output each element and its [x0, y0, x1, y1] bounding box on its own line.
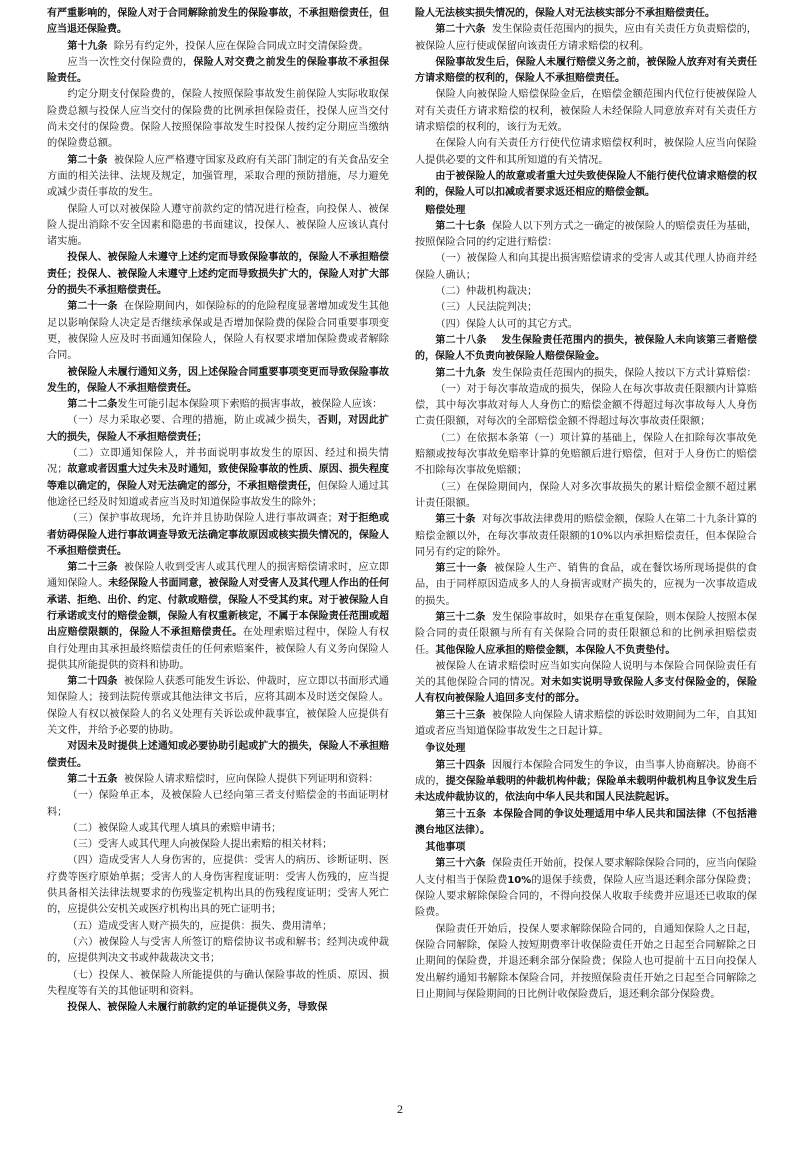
clause-paragraph — [47, 39, 389, 55]
bold-text: 第三十条 — [435, 514, 476, 526]
body-text: 在保险期间内，如保险标的的危险程度显著增加或发生其他足以影响保险人决定是否继续承保或是否增加保险费的保险合同重要事项变更，被保险人应及时书面通知保险人，保险人有权要求增加保险费或者解除合同。 — [47, 301, 389, 362]
bold-text: 本保险合同的争议处理适用中华人民共和国法律（不包括港澳台地区法律）。 — [415, 808, 758, 836]
body-text: 保险人以下列方式之一确定的被保险人的赔偿责任为基础，按照保险合同的约定进行赔偿： — [415, 220, 757, 249]
clause-paragraph — [415, 431, 757, 480]
body-text: 在保险人向有关责任方行使代位请求赔偿权利时，被保险人应当向保险人提供必要的文件和其所知道的有关情况。 — [415, 138, 757, 166]
body-text: 在处理索赔过程中，保险人有权自行处理由其承担最终赔偿责任的任何索赔案件，被保险人有义务向保险人提供其所能提供的资料和协助。 — [47, 627, 390, 671]
bold-text: 争议处理 — [425, 743, 466, 755]
bold-text: 第三十四条 — [435, 759, 486, 771]
clause-paragraph — [415, 659, 757, 708]
clause-paragraph — [415, 300, 757, 316]
body-text: 被保险人获悉可能发生诉讼、仲裁时，应立即以书面形式通知保险人；接到法院传票或其他法律文书后，应将其副本及时送交保险人。保险人有权以被保险人的名义处理有关诉讼或仲裁事宜，被保险人应提供有关文件，并给予必要的协助。 — [47, 676, 389, 737]
body-text: 应当一次性交付保险费的， — [67, 56, 194, 68]
clause-paragraph — [415, 856, 757, 921]
clause-paragraph — [415, 610, 757, 659]
body-text: 对每次事故法律费用的赔偿金额，保险人在第二十九条计算的赔偿金额以外，在每次事故责任限额的10%以内承担赔偿责任，但本保险合同另有约定的除外。 — [415, 514, 757, 558]
clause-paragraph — [47, 837, 389, 853]
bold-text: 10% — [507, 874, 532, 886]
clause-paragraph — [47, 413, 389, 446]
bold-text: 险人无法核实损失情况的，保险人对无法核实部分不承担赔偿责任。 — [415, 8, 715, 19]
body-text: 发生保险责任范围内的损失，应由有关责任方负责赔偿的，被保险人应行使或保留向该责任方请求赔偿的权利。 — [415, 24, 757, 52]
body-text: （一）保险单正本，及被保险人已经向第三者支付赔偿金的书面证明材料； — [47, 790, 389, 818]
bold-text: 否则，对因此扩大的损失，保险人不承担赔偿责任； — [47, 415, 390, 443]
bold-text: 第二十四条 — [67, 676, 118, 688]
bold-text: 第二十五条 — [67, 773, 118, 785]
body-text: （二）在依据本条第（一）项计算的基础上，保险人在扣除每次事故免赔额或按每次事故免赔率计算的免赔额后进行赔偿，但对于人身伤亡的赔偿不扣除每次事故免赔额； — [415, 432, 757, 477]
clause-paragraph — [47, 739, 389, 772]
clause-paragraph — [415, 480, 757, 513]
clause-paragraph — [47, 1000, 389, 1016]
clause-paragraph — [47, 968, 389, 1001]
bold-text: 故意或者因重大过失未及时通知，致使保险事故的性质、原因、损失程度等难以确定的，保险人对无法确定的部分，不承担赔偿责任， — [47, 464, 390, 492]
bold-text: 赔偿处理 — [425, 204, 466, 216]
bold-text: 对因未及时提供上述通知或必要协助引起或扩大的损失，保险人不承担赔偿责任。 — [47, 741, 389, 769]
bold-text: 第十九条 — [67, 40, 108, 52]
clause-paragraph — [47, 6, 389, 39]
body-text: （七）投保人、被保险人所能提供的与确认保险事故的性质、原因、损失程度等有关的其他证明和资料。 — [47, 969, 389, 997]
bold-text: 第三十五条 — [435, 808, 487, 820]
body-text: 的退保手续费，保险人应当退还剩余部分保险费；保险人要求解除保险合同的，不得向投保人收取手续费并应退还已收取的保险费。 — [415, 874, 758, 919]
clause-paragraph — [415, 87, 757, 136]
clause-paragraph — [415, 561, 757, 610]
bold-text: 未经保险人书面同意，被保险人对受害人及其代理人作出的任何承诺、拒绝、出价、约定、付款或赔偿，保险人不受其约束。对于被保险人自行承诺或支付的赔偿金额，保险人有权重新核定，不属于本保险责任范围或超出应赔偿限额的，保险人不承担赔偿责任。 — [47, 578, 390, 639]
clause-paragraph — [415, 251, 757, 284]
body-text: （一）被保险人和向其提出损害赔偿请求的受害人或其代理人协商并经保险人确认； — [415, 253, 757, 281]
right-column — [415, 6, 757, 1003]
clause-paragraph — [415, 382, 757, 431]
body-text: 因履行本保险合同发生的争议，由当事人协商解决。协商不成的， — [415, 759, 757, 787]
body-text: 被保险人生产、销售的食品，或在餐饮场所现场提供的食品，由于同样原因造成多人的人身损害或财产损失的，应视为一次事故造成的损失。 — [415, 563, 757, 607]
bold-text: 第二十条 — [67, 154, 108, 166]
clause-paragraph — [47, 788, 389, 821]
bold-text: 其他事项 — [425, 842, 466, 854]
bold-text: 由于被保险人的故意或者重大过失致使保险人不能行使代位请求赔偿的权利的，保险人可以扣减或者要求返还相应的赔偿金额。 — [415, 170, 757, 199]
body-text: 被保险人收到受害人或其代理人的损害赔偿请求时，应立即通知保险人。 — [47, 562, 389, 590]
body-text: 除另有约定外，投保人应在保险合同成立时交清保险费。 — [107, 40, 369, 52]
bold-text: 提交保险单载明的仲裁机构仲裁；保险单未载明仲裁机构且争议发生后未达成仲裁协议的，依法向中华人民共和国人民法院起诉。 — [415, 775, 758, 804]
bold-text: 第二十九条 — [435, 367, 486, 379]
clause-paragraph — [47, 202, 389, 251]
bold-text: 被保险人未履行通知义务，因上述保险合同重要事项变更而导致保险事故发生的，保险人不承担赔偿责任。 — [47, 366, 389, 394]
clause-paragraph — [415, 758, 757, 807]
body-text: （三）保护事故现场，允许并且协助保险人进行事故调查； — [67, 513, 338, 525]
body-text: （四）保险人认可的其它方式。 — [435, 318, 579, 330]
bold-text: 对于拒绝或者妨碍保险人进行事故调查导致无法确定事故原因或核实损失情况的，保险人不承担赔偿责任。 — [47, 513, 389, 557]
clause-paragraph — [47, 560, 389, 674]
body-text: 被保险人向保险人请求赔偿的诉讼时效期间为二年，自其知道或者应当知道保险事故发生之日起计算。 — [415, 709, 757, 738]
clause-paragraph — [415, 284, 757, 300]
body-text: （一）对于每次事故造成的损失，保险人在每次事故责任限额内计算赔偿，其中每次事故对每人人身伤亡的赔偿金额不得超过每次事故每人人身伤亡责任限额，对每次的全部赔偿金额不得超过每次事故责任限额； — [415, 383, 757, 428]
clause-paragraph — [415, 22, 757, 55]
clause-paragraph — [415, 922, 757, 1003]
bold-text: 第三十三条 — [435, 709, 486, 721]
bold-text: 第二十六条 — [435, 24, 486, 36]
bold-text: 投保人、被保险人未履行前款约定的单证提供义务，导致保 — [67, 1002, 328, 1014]
bold-text: 其他保险人应承担的赔偿金额，本保险人不负责垫付。 — [435, 644, 676, 656]
body-text: （三）受害人或其代理人向被保险人提出索赔的相关材料； — [67, 839, 333, 851]
section-heading — [415, 839, 757, 856]
body-text: 被保险人在请求赔偿时应当如实向保险人说明与本保险合同保险责任有关的其他保险合同的情况。 — [415, 660, 757, 689]
clause-paragraph — [415, 317, 757, 333]
clause-paragraph — [47, 446, 389, 511]
bold-text: 对未如实说明导致保险人多支付保险金的，保险人有权向被保险人追回多支付的部分。 — [415, 677, 757, 705]
bold-text: 第三十六条 — [435, 858, 486, 870]
clause-paragraph — [47, 511, 389, 560]
bold-text: 保险事故发生后，保险人未履行赔偿义务之前，被保险人放弃对有关责任方请求赔偿的权利的，保险人不承担赔偿责任。 — [415, 56, 757, 85]
bold-text: 第二十八条 发生保险责任范围内的损失，被保险人未向该第三者赔偿的，保险人不负责向被保险人赔偿保险金。 — [415, 334, 757, 363]
bold-text: 第二十七条 — [435, 220, 486, 232]
body-text: （三）在保险期间内，保险人对多次事故损失的累计赔偿金额不超过累计责任限额。 — [415, 481, 757, 509]
body-text: 发生保险责任范围内的损失，保险人按以下方式计算赔偿： — [485, 367, 757, 379]
left-column — [47, 6, 389, 1016]
clause-paragraph — [415, 136, 757, 169]
body-text: 发生保险事故时，如果存在重复保险，则本保险人按照本保险合同的责任限额与所有有关保险合同的责任限额总和的比例承担赔偿责任。 — [415, 611, 757, 656]
clause-paragraph — [47, 397, 389, 413]
clause-paragraph — [415, 708, 757, 741]
clause-paragraph — [415, 807, 757, 840]
clause-paragraph — [47, 919, 389, 935]
clause-paragraph — [415, 219, 757, 252]
body-text: 但保险人通过其他途径已经及时知道或者应当及时知道保险事故发生的除外； — [47, 480, 389, 508]
clause-paragraph — [47, 674, 389, 739]
body-text — [486, 809, 493, 820]
bold-text: 有严重影响的，保险人对于合同解除前发生的保险事故，不承担赔偿责任，但应当退还保险费。 — [47, 8, 389, 36]
section-heading — [415, 740, 757, 757]
bold-text: 第三十二条 — [435, 611, 486, 623]
bold-text: 第二十二条 — [67, 399, 118, 411]
bold-text: 第三十一条 — [435, 563, 488, 575]
clause-paragraph — [47, 821, 389, 837]
body-text: 保险责任开始后，投保人要求解除保险合同的，自通知保险人之日起，保险合同解除，保险人按短期费率计收保险责任开始之日起至合同解除之日止期间的保险费，并退还剩余部分保险费；保险人也可提前十五日向投保人发出解约通知书解除本保险合同，并按照保险责任开始之日起至合同解除之日止期间与保险期间的日比例计收保险费后，退还剩余部分保险费。 — [415, 923, 757, 1000]
clause-paragraph — [415, 169, 757, 202]
clause-paragraph — [47, 772, 389, 788]
body-text: 被保险人请求赔偿时，应向保险人提供下列证明和资料： — [117, 773, 379, 785]
bold-text: 第二十一条 — [67, 301, 118, 313]
body-text: 保险责任开始前，投保人要求解除保险合同的，应当向保险人支付相当于保险费 — [415, 858, 757, 886]
body-text: 被保险人应严格遵守国家及政府有关部门制定的有关食品安全方面的相关法律、法规及规定，加强管理，采取合理的预防措施，尽力避免或减少责任事故的发生。 — [47, 154, 389, 199]
page-number: 2 — [397, 1102, 403, 1116]
body-text: （二）仲裁机构裁决； — [435, 286, 538, 298]
clause-paragraph — [47, 153, 389, 202]
clause-paragraph — [47, 55, 389, 88]
bold-text: 投保人、被保险人未遵守上述约定而导致保险事故的，保险人不承担赔偿责任；投保人、被保险人未遵守上述约定而导致损失扩大的，保险人对扩大部分的损失不承担赔偿责任。 — [47, 252, 389, 297]
body-text: （二）被保险人或其代理人填具的索赔申请书； — [67, 822, 282, 834]
clause-paragraph — [415, 366, 757, 382]
clause-paragraph — [47, 365, 389, 398]
body-text: 约定分期支付保险费的，保险人按照保险事故发生前保险人实际收取保险费总额与投保人应当交付的保险费的比例承担保险责任，投保人应当交付尚未交付的保险费。保险人按照保险事故发生时投保人按约定分期应当缴纳的保险费总额。 — [47, 89, 389, 150]
body-text: （六）被保险人与受害人所签订的赔偿协议书或和解书；经判决或仲裁的，应提供判决文书或仲裁裁决文书； — [47, 936, 389, 965]
body-text: （二）立即通知保险人，并书面说明事故发生的原因、经过和损失情况； — [47, 448, 389, 476]
body-text: （五）造成受害人财产损失的，应提供：损失、费用清单； — [67, 920, 333, 932]
clause-paragraph — [47, 299, 389, 364]
body-text: 保险人可以对被保险人遵守前款约定的情况进行检查，向投保人、被保险人提出消除不安全因素和隐患的书面建议，投保人、被保险人应该认真付诸实施。 — [47, 203, 389, 248]
clause-paragraph — [47, 853, 389, 918]
clause-paragraph — [47, 250, 389, 299]
bold-text: 第二十三条 — [67, 562, 118, 574]
body-text: 发生可能引起本保险项下索赔的损害事故，被保险人应该： — [117, 399, 383, 411]
section-heading — [415, 202, 757, 219]
body-text: （三）人民法院判决； — [435, 302, 538, 314]
clause-paragraph — [415, 6, 757, 22]
body-text: 保险人向被保险人赔偿保险金后，在赔偿金额范围内代位行使被保险人对有关责任方请求赔偿的权利，被保险人未经保险人同意放弃对有关责任方请求赔偿的权利的，该行为无效。 — [415, 89, 757, 134]
clause-paragraph — [415, 55, 757, 88]
clause-paragraph — [415, 333, 757, 366]
body-text: （四）造成受害人人身伤害的，应提供：受害人的病历、诊断证明、医疗费等医疗原始单据；受害人的人身伤害程度证明：受害人伤残的，应当提供具备相关法律法规要求的伤残鉴定机构出具的伤残程度证明；受害人死亡的，应提供公安机关或医疗机构出具的死亡证明书； — [47, 855, 389, 916]
body-text: （一）尽力采取必要、合理的措施，防止或减少损失， — [67, 415, 318, 427]
clause-paragraph — [47, 87, 389, 152]
bold-text: 保险人对交费之前发生的保险事故不承担保险责任。 — [47, 56, 390, 85]
clause-paragraph — [415, 512, 757, 561]
clause-paragraph — [47, 935, 389, 968]
